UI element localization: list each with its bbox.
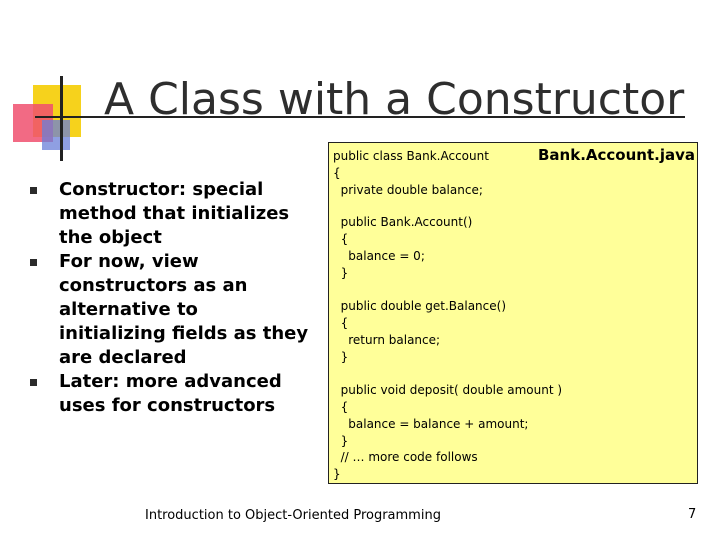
bullet-text: For now, view constructors as an alternative to initializing fields as they are declared [59,251,309,368]
code-filename: Bank.Account.java [538,146,695,164]
code-line: public Bank.Account() [333,215,473,229]
code-line: { [333,166,341,180]
code-box [328,142,698,484]
code-line: public class Bank.Account [333,149,489,163]
code-line: // … more code follows [333,450,478,464]
bullet-list [30,178,310,418]
code-line: public void deposit( double amount ) [333,383,563,397]
bullet-text: Constructor: special method that initializes the object [59,179,290,248]
code-line: { [333,400,349,414]
code-line: return balance; [333,333,441,347]
bullet-item [30,178,310,250]
code-line: } [333,467,341,481]
bullet-item [30,250,310,370]
code-line: { [333,232,349,246]
code-line: } [333,350,349,364]
decor-vertical-line [60,76,63,161]
code-line: balance = balance + amount; [333,417,529,431]
bullet-text: Later: more advanced uses for constructors [59,371,282,416]
bullet-square-icon [30,187,37,194]
code-line: balance = 0; [333,249,425,263]
bullet-item [30,370,310,418]
decor-blue-square [42,120,70,150]
code-line: } [333,434,349,448]
code-line: { [333,316,349,330]
bullet-square-icon [30,259,37,266]
bullet-square-icon [30,379,37,386]
slide-title: A Class with a Constructor [104,74,685,125]
code-line: private double balance; [333,183,483,197]
slide-footer: Introduction to Object-Oriented Programming [145,508,441,523]
page-number: 7 [688,507,697,522]
code-line: public double get.Balance() [333,299,507,313]
code-line: } [333,266,349,280]
